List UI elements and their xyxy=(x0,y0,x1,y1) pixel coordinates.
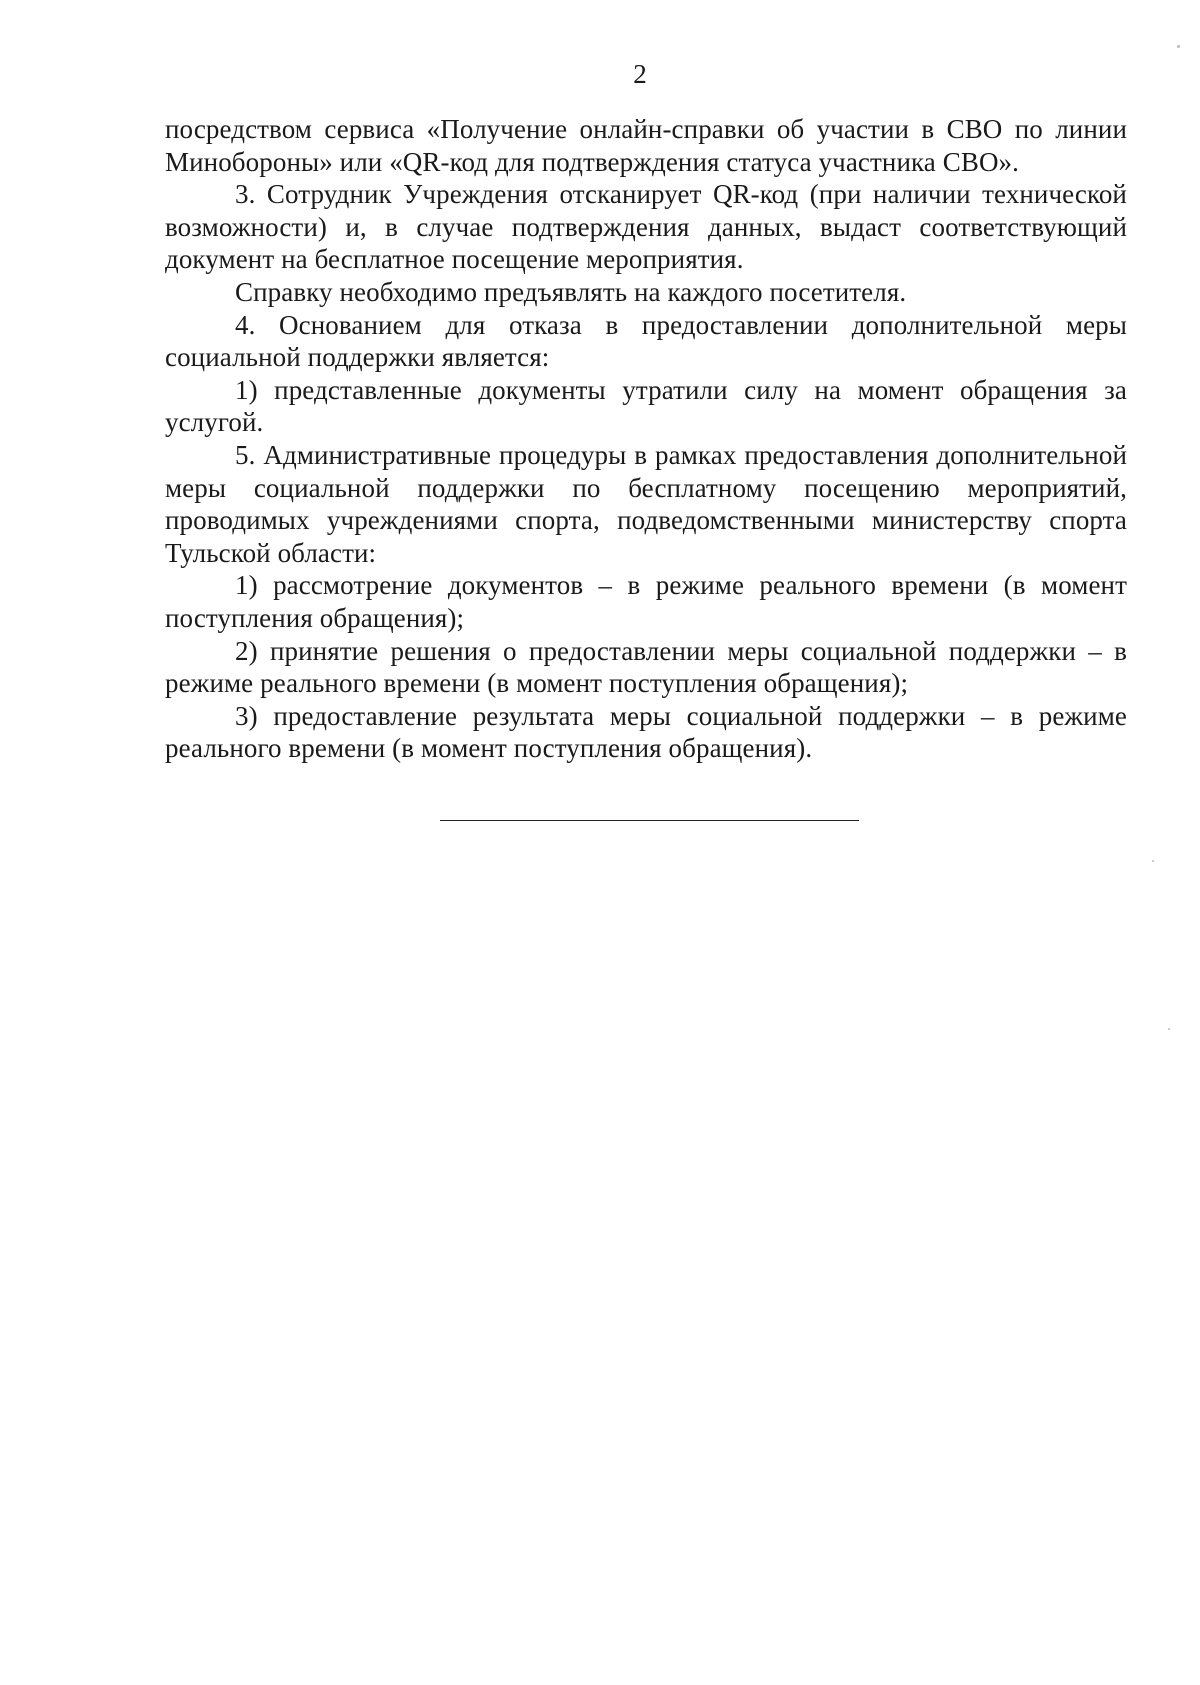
end-of-document-line xyxy=(440,820,859,821)
paragraph: 2) принятие решения о предоставлении меры социальной поддержки – в режиме реального времени (в момент поступления обращения); xyxy=(165,635,1127,699)
paragraph: 1) представленные документы утратили силу на момент обращения за услугой. xyxy=(165,374,1127,438)
page-number: 2 xyxy=(633,59,647,89)
paragraph: 4. Основанием для отказа в предоставлении дополнительной меры социальной поддержки является: xyxy=(165,309,1127,373)
scan-speck xyxy=(1168,1028,1170,1030)
paragraph: Справку необходимо предъявлять на каждого посетителя. xyxy=(235,276,907,307)
paragraph: 3. Сотрудник Учреждения отсканирует QR-код (при наличии технической возможности) и, в случае подтверждения данных, выдаст соответствующий документ на бесплатное посещение мероприятия. xyxy=(165,179,1127,275)
paragraph: 3) предоставление результата меры социальной поддержки – в режиме реального времени (в момент поступления обращения). xyxy=(165,700,1127,764)
paragraph: 1) рассмотрение документов – в режиме реального времени (в момент поступления обращения); xyxy=(165,570,1127,633)
paragraph: 5. Административные процедуры в рамках предоставления дополнительной меры социальной поддержки по бесплатному посещению мероприятий, проводимых учреждениями спорта, подведомственными министерству спорта Тульской области: xyxy=(165,439,1127,568)
scan-speck xyxy=(1152,860,1154,862)
paragraph: посредством сервиса «Получение онлайн-справки об участии в СВО по линии Минобороны» или «QR-код для подтверждения статуса участника СВО». xyxy=(165,114,1127,177)
scan-speck xyxy=(1177,45,1180,48)
document-body xyxy=(165,113,1127,765)
